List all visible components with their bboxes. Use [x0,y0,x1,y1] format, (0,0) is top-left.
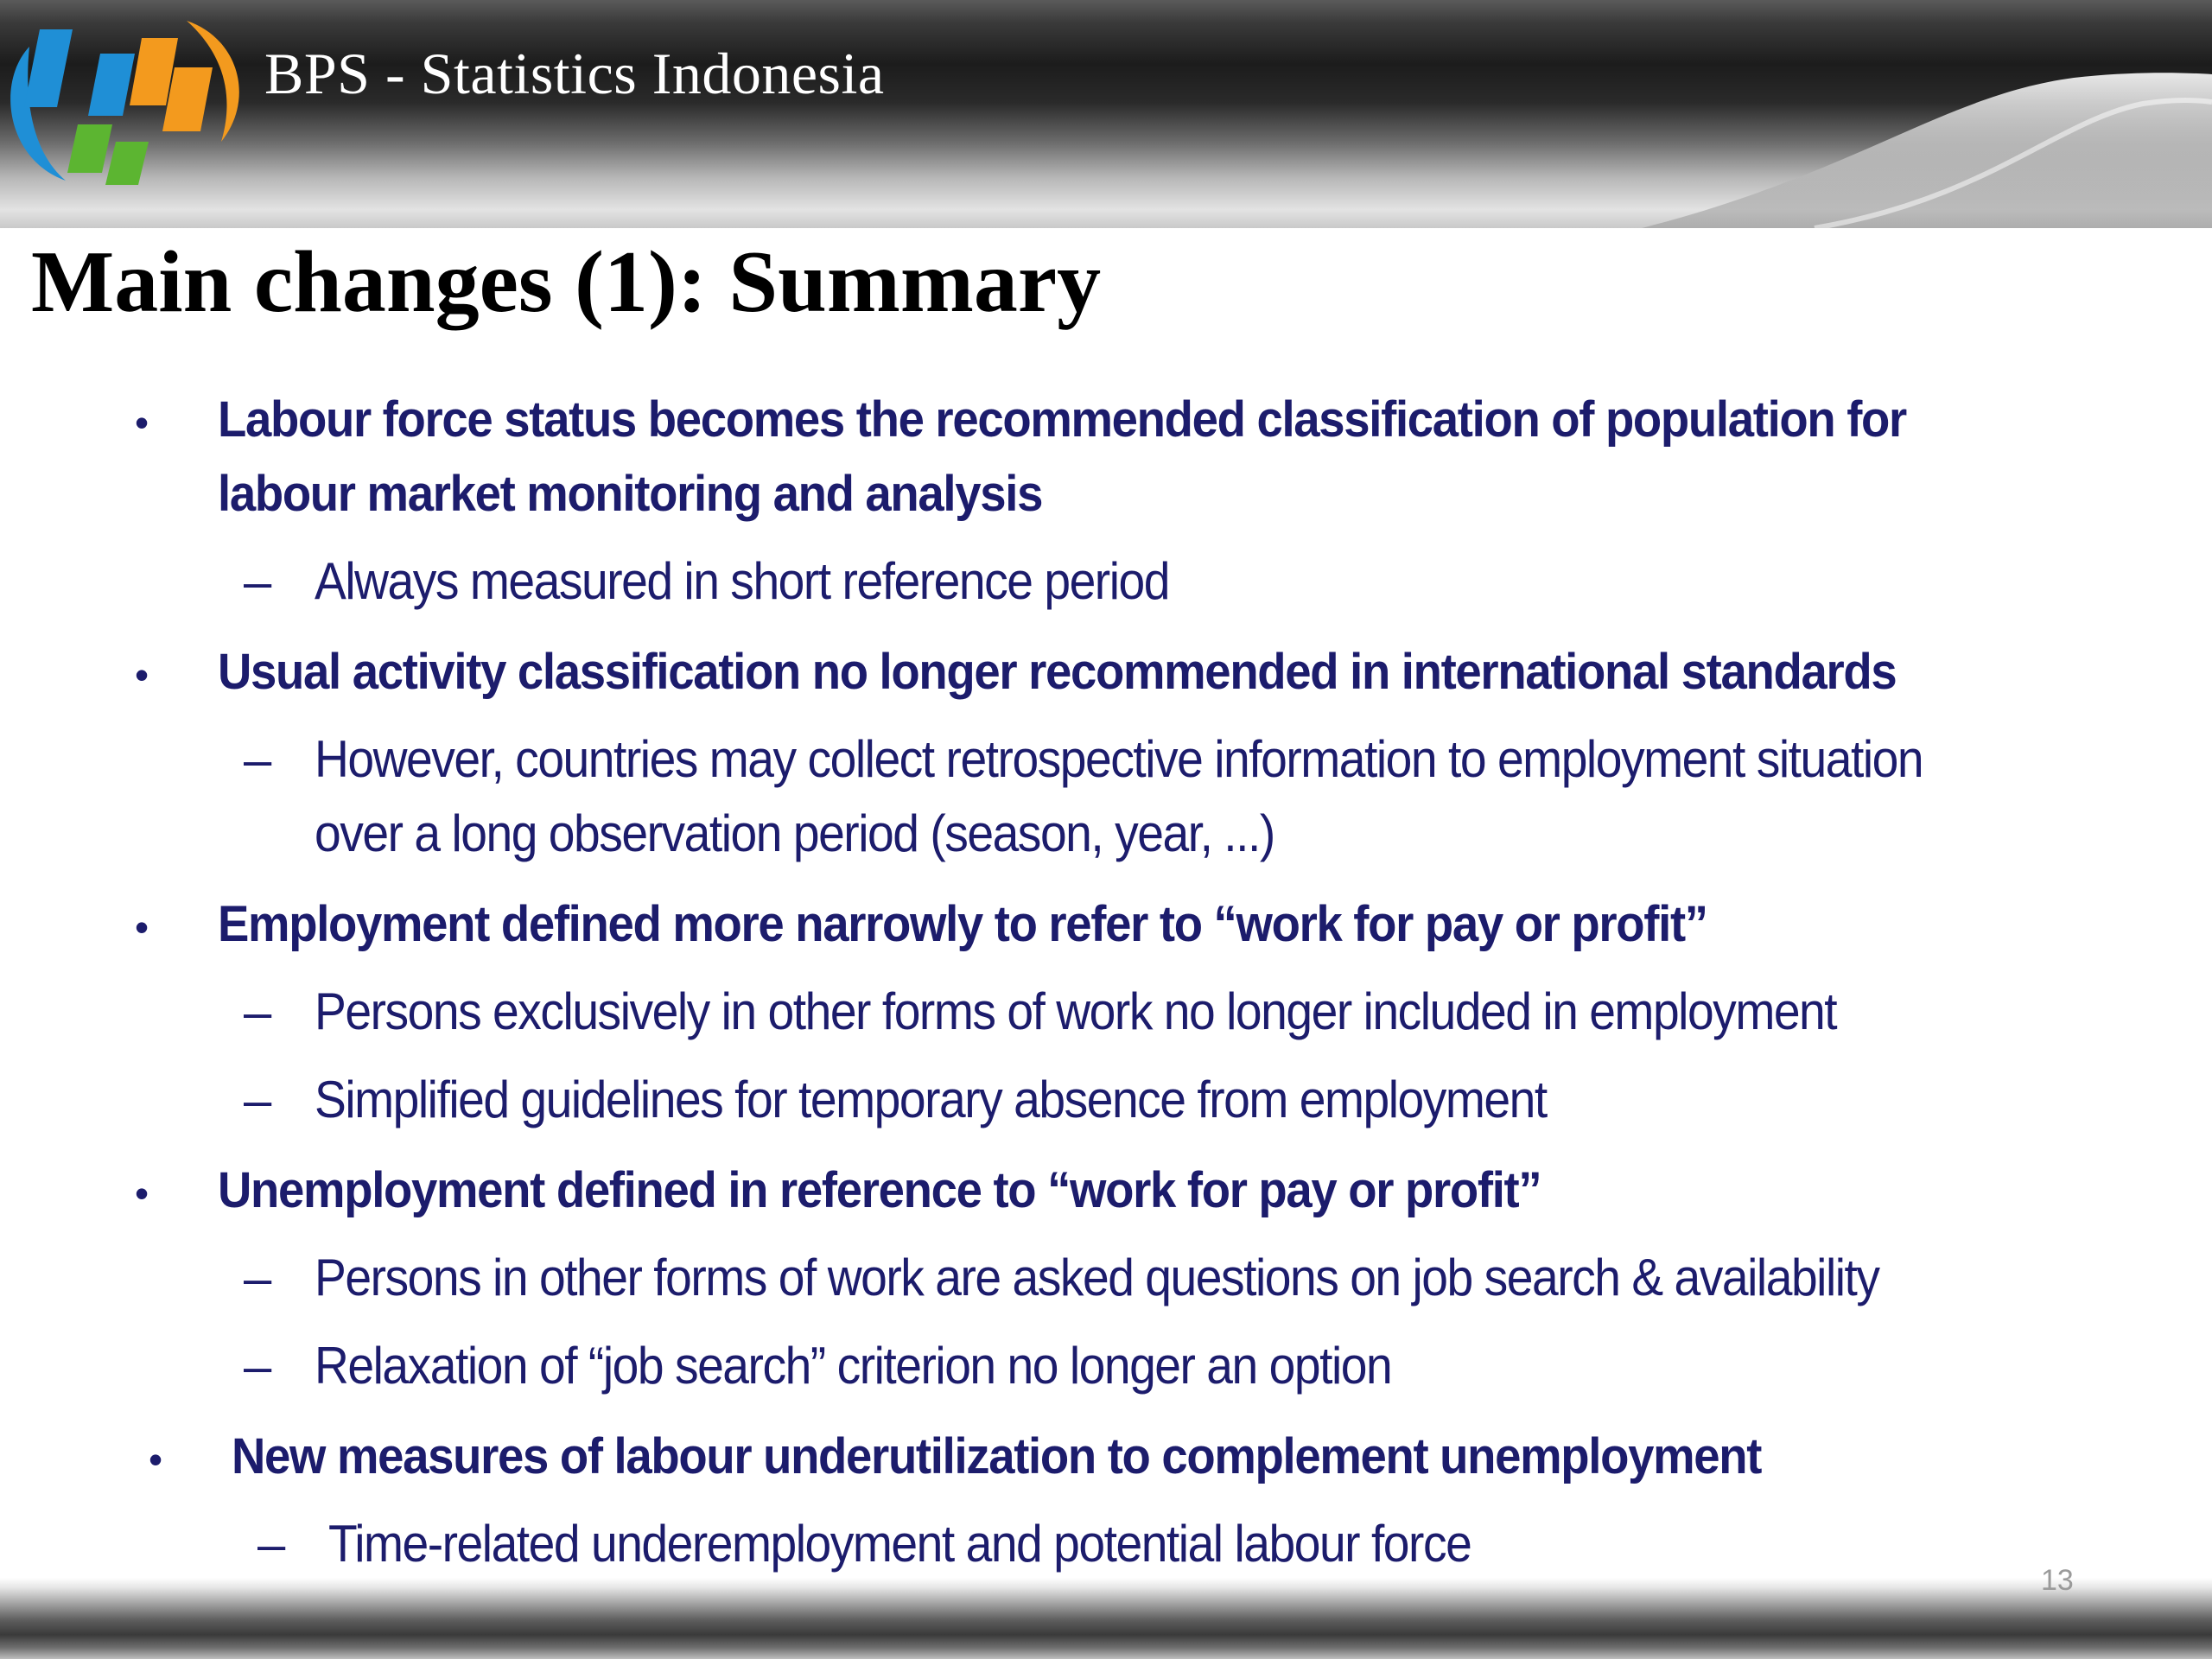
sub-bullet-text: Relaxation of “job search” criterion no longer an option [315,1337,1392,1395]
page-number: 13 [2041,1564,2074,1597]
dash-marker: – [244,1338,272,1395]
sub-bullet-text: Always measured in short reference period [315,552,1169,610]
header-org-name: BPS - Statistics Indonesia [264,41,885,106]
bullet-text: Employment defined more narrowly to refer to “work for pay or profit” [218,896,1707,952]
sub-bullet-text: Persons exclusively in other forms of work no longer included in employment [315,982,1837,1040]
bullet-text: Unemployment defined in reference to “work for pay or profit” [218,1162,1541,1218]
bullet-marker: • [135,1171,149,1216]
bullet-marker: • [135,905,149,950]
bullet-text: labour market monitoring and analysis [218,466,1043,522]
bullet-marker: • [135,400,149,445]
dash-marker: – [244,1250,272,1306]
sub-bullet-text: However, countries may collect retrospective information to employment situation [315,730,1923,788]
bullet-text: Usual activity classification no longer recommended in international standards [218,644,1897,700]
dash-marker: – [244,1072,272,1128]
dash-marker: – [257,1516,286,1573]
sub-bullet-text: Persons in other forms of work are asked questions on job search & availability [315,1249,1879,1306]
sub-bullet-text: Simplified guidelines for temporary absence from employment [315,1071,1547,1128]
bullet-marker: • [135,652,149,697]
bullet-marker: • [149,1437,163,1482]
dash-marker: – [244,984,272,1040]
sub-bullet-text: over a long observation period (season, year, ...) [315,804,1274,862]
footer-bar [0,1578,2212,1659]
page-title: Main changes (1): Summary [31,233,1102,331]
dash-marker: – [244,732,272,788]
bullet-text: New measures of labour underutilization to complement unemployment [232,1428,1762,1484]
dash-marker: – [244,554,272,610]
sub-bullet-text: Time-related underemployment and potential labour force [328,1515,1471,1573]
bullet-text: Labour force status becomes the recommended classification of population for [218,391,1906,448]
